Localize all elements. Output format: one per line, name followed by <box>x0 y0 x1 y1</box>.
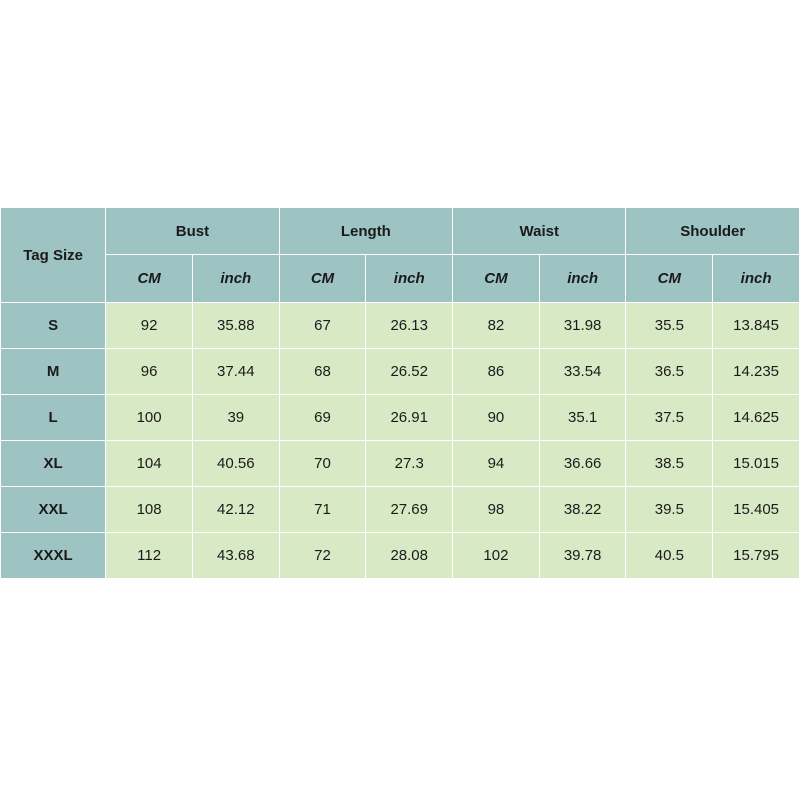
cell-waist-inch: 35.1 <box>539 395 626 441</box>
cell-shoulder-cm: 36.5 <box>626 349 713 395</box>
cell-length-cm: 69 <box>279 395 366 441</box>
cell-waist-cm: 94 <box>453 441 540 487</box>
row-size-label: XL <box>1 441 106 487</box>
cell-length-cm: 68 <box>279 349 366 395</box>
cell-length-inch: 26.13 <box>366 303 453 349</box>
cell-length-cm: 67 <box>279 303 366 349</box>
header-unit-waist-inch: inch <box>539 255 626 303</box>
cell-waist-cm: 86 <box>453 349 540 395</box>
cell-shoulder-inch: 15.405 <box>713 487 800 533</box>
header-measurement-waist: Waist <box>453 208 626 255</box>
cell-bust-cm: 92 <box>106 303 193 349</box>
cell-length-cm: 71 <box>279 487 366 533</box>
row-size-label: L <box>1 395 106 441</box>
cell-bust-inch: 35.88 <box>192 303 279 349</box>
cell-bust-cm: 96 <box>106 349 193 395</box>
cell-waist-inch: 33.54 <box>539 349 626 395</box>
row-size-label: XXL <box>1 487 106 533</box>
header-measurement-length: Length <box>279 208 452 255</box>
header-measurement-bust: Bust <box>106 208 279 255</box>
header-unit-bust-inch: inch <box>192 255 279 303</box>
cell-bust-cm: 100 <box>106 395 193 441</box>
cell-shoulder-cm: 38.5 <box>626 441 713 487</box>
table-row <box>1 533 800 579</box>
tag-size-header: Tag Size <box>1 208 106 303</box>
header-measurement-shoulder: Shoulder <box>626 208 800 255</box>
cell-shoulder-inch: 15.795 <box>713 533 800 579</box>
cell-length-inch: 28.08 <box>366 533 453 579</box>
cell-bust-inch: 39 <box>192 395 279 441</box>
table-row <box>1 349 800 395</box>
cell-length-cm: 72 <box>279 533 366 579</box>
table-header-row-units <box>1 255 800 303</box>
header-unit-waist-cm: CM <box>453 255 540 303</box>
header-unit-length-cm: CM <box>279 255 366 303</box>
cell-bust-cm: 108 <box>106 487 193 533</box>
cell-waist-inch: 36.66 <box>539 441 626 487</box>
header-unit-shoulder-cm: CM <box>626 255 713 303</box>
header-unit-length-inch: inch <box>366 255 453 303</box>
cell-shoulder-inch: 14.235 <box>713 349 800 395</box>
table-row <box>1 395 800 441</box>
cell-bust-inch: 40.56 <box>192 441 279 487</box>
cell-shoulder-cm: 37.5 <box>626 395 713 441</box>
size-chart-table <box>0 207 800 579</box>
cell-waist-inch: 39.78 <box>539 533 626 579</box>
cell-shoulder-cm: 40.5 <box>626 533 713 579</box>
table-row <box>1 303 800 349</box>
cell-bust-cm: 104 <box>106 441 193 487</box>
cell-waist-cm: 90 <box>453 395 540 441</box>
size-chart-table-wrapper <box>0 207 800 579</box>
cell-waist-cm: 102 <box>453 533 540 579</box>
cell-bust-inch: 42.12 <box>192 487 279 533</box>
row-size-label: XXXL <box>1 533 106 579</box>
table-row <box>1 441 800 487</box>
cell-bust-inch: 37.44 <box>192 349 279 395</box>
cell-shoulder-cm: 39.5 <box>626 487 713 533</box>
cell-length-inch: 27.3 <box>366 441 453 487</box>
cell-shoulder-cm: 35.5 <box>626 303 713 349</box>
cell-waist-inch: 31.98 <box>539 303 626 349</box>
cell-waist-cm: 98 <box>453 487 540 533</box>
cell-length-inch: 26.91 <box>366 395 453 441</box>
cell-shoulder-inch: 15.015 <box>713 441 800 487</box>
cell-shoulder-inch: 14.625 <box>713 395 800 441</box>
row-size-label: S <box>1 303 106 349</box>
cell-waist-inch: 38.22 <box>539 487 626 533</box>
row-size-label: M <box>1 349 106 395</box>
table-header-row-measurements <box>1 208 800 255</box>
header-unit-bust-cm: CM <box>106 255 193 303</box>
cell-waist-cm: 82 <box>453 303 540 349</box>
cell-bust-cm: 112 <box>106 533 193 579</box>
header-unit-shoulder-inch: inch <box>713 255 800 303</box>
cell-bust-inch: 43.68 <box>192 533 279 579</box>
cell-length-cm: 70 <box>279 441 366 487</box>
table-row <box>1 487 800 533</box>
cell-length-inch: 27.69 <box>366 487 453 533</box>
cell-shoulder-inch: 13.845 <box>713 303 800 349</box>
cell-length-inch: 26.52 <box>366 349 453 395</box>
